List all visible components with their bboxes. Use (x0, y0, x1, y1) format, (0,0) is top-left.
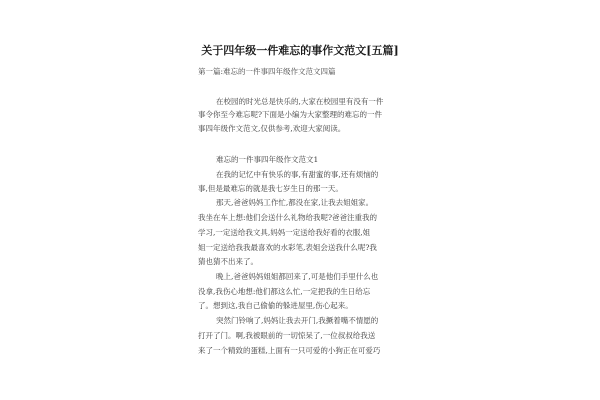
section-heading: 难忘的一件事四年级作文范文1 (216, 155, 319, 164)
paragraph-line: 学习,一定送给我文具,妈妈一定送给我好看的衣服,姐 (198, 228, 371, 237)
paragraph-line: 晚上,爸爸妈妈姐姐都回来了,可是他们手里什么也 (216, 272, 379, 281)
paragraph-line: 事四年级作文范文,仅供参考,欢迎大家阅读。 (198, 124, 346, 133)
document-title: 关于四年级一件难忘的事作文范文[五篇] (201, 44, 399, 57)
paragraph-line: 事令你至今难忘呢?下面是小编为大家整理的难忘的一件 (198, 110, 383, 119)
paragraph-line: 那天,爸爸妈妈工作忙,都没在家,让我去姐姐家。 (216, 198, 374, 207)
paragraph-line: 猜也猜不出来了。 (198, 257, 258, 266)
paragraph-line: 在我的记忆中有快乐的事,有甜蜜的事,还有烦恼的 (216, 170, 379, 179)
paragraph-line: 姐一定送给我我最喜欢的水彩笔,表姐会送我什么呢?我 (198, 243, 377, 252)
paragraph-line: 打开了门。啊,我被眼前的一切惊呆了,一位叔叔给我送 (198, 331, 376, 340)
paragraph-line: 没拿,我伤心地想:他们都这么忙,一定把我的生日给忘 (198, 287, 371, 296)
document-subtitle: 第一篇:难忘的一件事四年级作文范文四篇 (198, 67, 336, 76)
paragraph-line: 了。想到这,我自己偷偷的躲进屋里,伤心起来。 (198, 301, 353, 310)
paragraph-line: 突然门铃响了,妈妈让我去开门,我撅着嘴不情愿的 (216, 316, 379, 325)
paragraph-line: 我坐在车上想:他们会送什么礼物给我呢?爸爸注重我的 (198, 213, 378, 222)
paragraph-line: 在校园的时光总是快乐的,大家在校园里有没有一件 (216, 97, 384, 106)
paragraph-line: 来了一个精致的蛋糕,上面有一只可爱的小狗正在可爱巧 (198, 346, 381, 355)
paragraph-line: 事,但是最难忘的就是我七岁生日的那一天。 (198, 184, 343, 193)
